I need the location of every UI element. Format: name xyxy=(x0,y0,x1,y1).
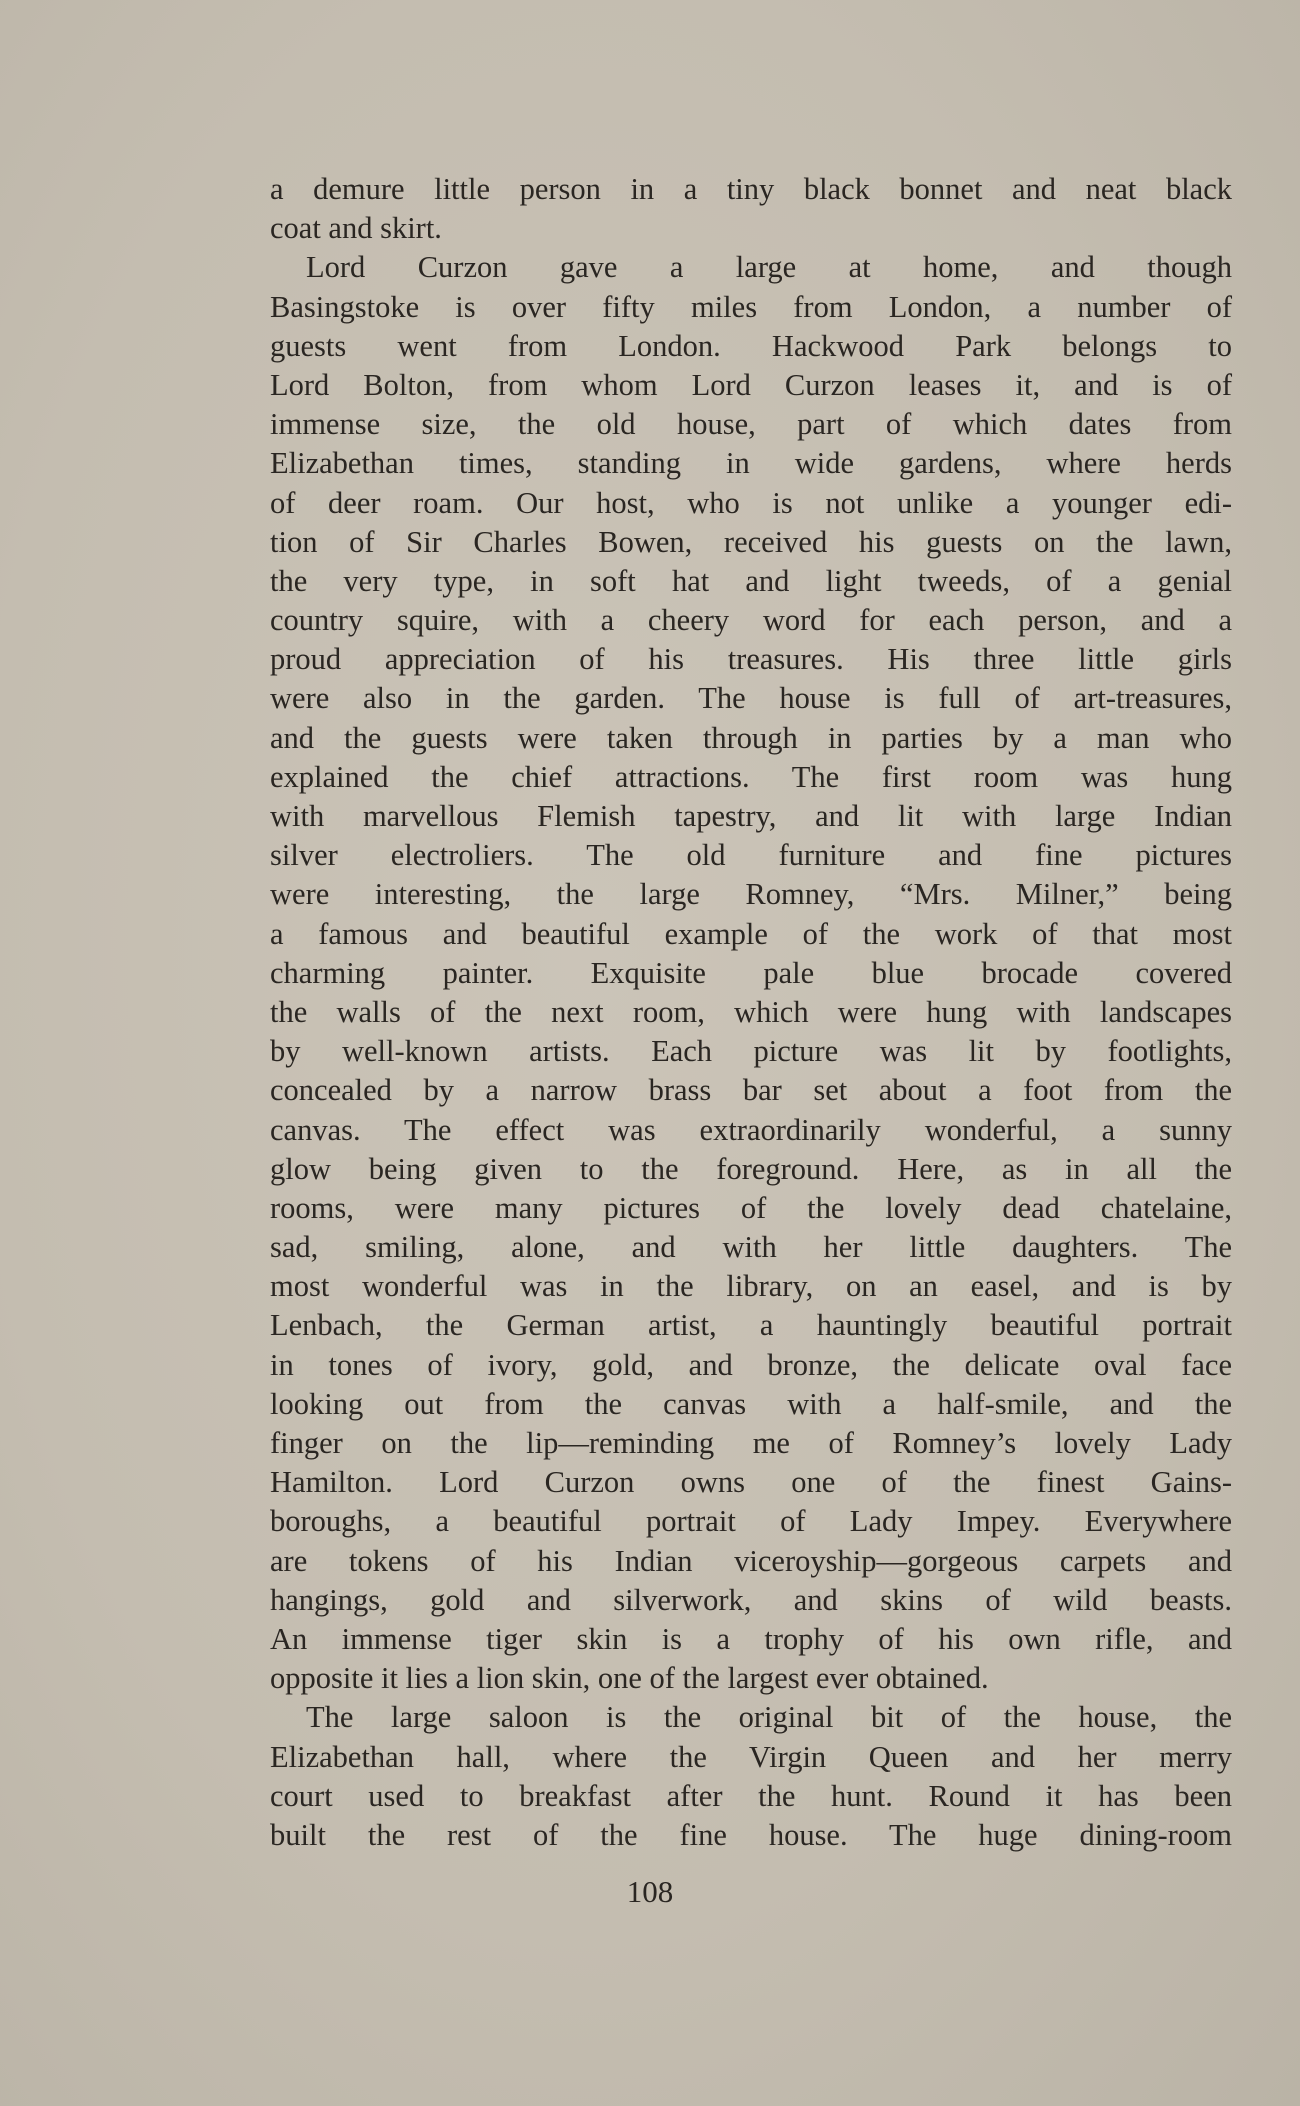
text-line: looking out from the canvas with a half-smile, and the xyxy=(270,1386,1232,1421)
text-line: explained the chief attractions. The first room was hung xyxy=(270,759,1232,794)
text-line: sad, smiling, alone, and with her little daughters. The xyxy=(270,1230,1232,1265)
text-line: of deer roam. Our host, who is not unlike a younger edi- xyxy=(270,485,1232,520)
text-line: most wonderful was in the library, on an easel, and is by xyxy=(270,1269,1232,1304)
text-line: the walls of the next room, which were hung with landscapes xyxy=(270,994,1232,1029)
text-line: Hamilton. Lord Curzon owns one of the finest Gains- xyxy=(270,1465,1232,1500)
text-line: tion of Sir Charles Bowen, received his guests on the lawn, xyxy=(270,524,1232,559)
text-line: proud appreciation of his treasures. His three little girls xyxy=(270,642,1232,677)
text-line: were interesting, the large Romney, “Mrs. Milner,” being xyxy=(270,877,1232,912)
text-line: built the rest of the fine house. The huge dining-room xyxy=(270,1817,1232,1852)
text-line: Elizabethan times, standing in wide gardens, where herds xyxy=(270,446,1232,481)
text-line: An immense tiger skin is a trophy of his own rifle, and xyxy=(270,1621,1232,1656)
text-line: by well-known artists. Each picture was lit by footlights, xyxy=(270,1034,1232,1069)
text-line: glow being given to the foreground. Here, as in all the xyxy=(270,1151,1232,1186)
text-line: hangings, gold and silverwork, and skins of wild beasts. xyxy=(270,1582,1232,1617)
text-line: Lenbach, the German artist, a hauntingly beautiful portrait xyxy=(270,1308,1232,1343)
text-line: immense size, the old house, part of which dates from xyxy=(270,407,1232,442)
text-line: finger on the lip—reminding me of Romney’s lovely Lady xyxy=(270,1426,1232,1460)
text-line: boroughs, a beautiful portrait of Lady Impey. Everywhere xyxy=(270,1504,1232,1539)
text-line: Elizabethan hall, where the Virgin Queen and her merry xyxy=(270,1739,1232,1774)
text-line: Lord Curzon gave a large at home, and though xyxy=(306,250,1232,285)
text-line: in tones of ivory, gold, and bronze, the delicate oval face xyxy=(270,1347,1232,1382)
text-line: are tokens of his Indian viceroyship—gorgeous carpets and xyxy=(270,1543,1232,1578)
text-line: charming painter. Exquisite pale blue brocade covered xyxy=(270,955,1232,990)
body-text xyxy=(270,170,1232,1855)
text-line: and the guests were taken through in parties by a man who xyxy=(270,720,1232,755)
text-line: the very type, in soft hat and light tweeds, of a genial xyxy=(270,563,1232,598)
text-line: Basingstoke is over fifty miles from London, a number of xyxy=(270,289,1232,324)
text-line: rooms, were many pictures of the lovely dead chatelaine, xyxy=(270,1190,1232,1225)
text-line: with marvellous Flemish tapestry, and lit with large Indian xyxy=(270,799,1232,833)
page-number: 108 xyxy=(626,1874,674,1909)
text-line: a famous and beautiful example of the work of that most xyxy=(270,916,1232,951)
text-line: coat and skirt. xyxy=(270,211,442,246)
text-line: Lord Bolton, from whom Lord Curzon leases it, and is of xyxy=(270,367,1232,402)
text-line: silver electroliers. The old furniture and fine pictures xyxy=(270,838,1232,873)
text-line: opposite it lies a lion skin, one of the largest ever obtained. xyxy=(270,1661,989,1696)
text-line: country squire, with a cheery word for each person, and a xyxy=(270,603,1232,638)
text-line: court used to breakfast after the hunt. Round it has been xyxy=(270,1778,1232,1813)
text-line: a demure little person in a tiny black bonnet and neat black xyxy=(270,172,1232,206)
text-line: were also in the garden. The house is full of art-treasures, xyxy=(270,681,1232,716)
text-line: The large saloon is the original bit of the house, the xyxy=(306,1700,1232,1735)
text-line: guests went from London. Hackwood Park belongs to xyxy=(270,328,1232,363)
text-line: canvas. The effect was extraordinarily wonderful, a sunny xyxy=(270,1112,1232,1147)
text-line: concealed by a narrow brass bar set about a foot from the xyxy=(270,1073,1232,1108)
